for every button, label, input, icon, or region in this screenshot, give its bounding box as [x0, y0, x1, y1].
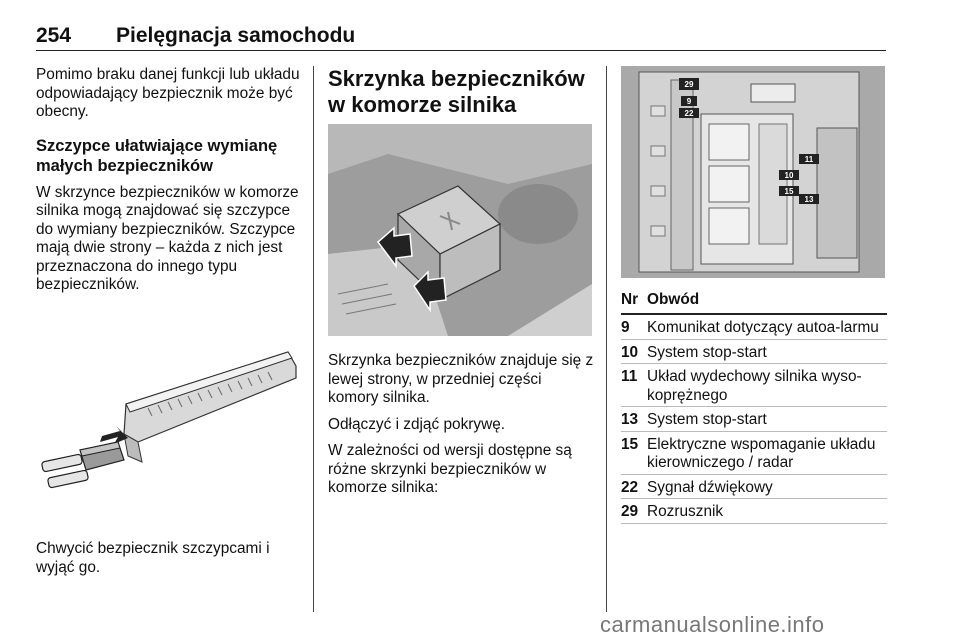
circuit-description: Układ wydechowy silnika wyso-koprężnego	[647, 364, 887, 407]
circuit-description: Sygnał dźwiękowy	[647, 474, 887, 499]
fuse-number: 10	[621, 339, 647, 364]
table-row	[621, 474, 887, 499]
location-text: Skrzynka bezpieczników znajduje się z lewej strony, w przedniej części komory silnika.	[328, 352, 594, 406]
fuse-label-9: 9	[686, 97, 692, 106]
page-header	[36, 24, 886, 51]
column-divider	[313, 66, 314, 612]
fuse-number: 15	[621, 431, 647, 474]
watermark: carmanualsonline.info	[600, 612, 825, 637]
fuse-number: 29	[621, 499, 647, 524]
column-middle-text	[328, 352, 594, 498]
fuse-number: 9	[621, 314, 647, 339]
table-row	[621, 499, 887, 524]
column-middle	[328, 66, 594, 118]
figure-caption: Chwycić bezpiecznik szczypcami i wyjąć go.	[36, 540, 270, 576]
fuse-table	[621, 291, 887, 524]
page-number: 254	[36, 24, 72, 47]
section-title: Skrzynka bezpieczników w komorze silnika	[328, 66, 585, 117]
column-divider	[606, 66, 607, 612]
table-header-row	[621, 291, 887, 314]
section-heading: Szczypce ułatwiające wymianę małych bezpieczników	[36, 136, 278, 175]
circuit-description: System stop-start	[647, 407, 887, 432]
body-text: W skrzynce bezpieczników w komorze silnika mogą znajdować się szczypce do wymiany bezpieczników. Szczypce mają dwie strony – każda z nich jest przeznaczona do innego typu bezpieczników.	[36, 183, 299, 293]
fuse-number: 11	[621, 364, 647, 407]
cover-text: Odłączyć i zdjąć pokrywę.	[328, 415, 506, 433]
fuse-label-10: 10	[784, 171, 794, 180]
column-header-circuit: Obwód	[647, 291, 887, 314]
circuit-description: System stop-start	[647, 339, 887, 364]
intro-text: Pomimo braku danej funkcji lub układu odpowiadający bezpiecznik może być obecny.	[36, 66, 300, 120]
fuse-label-13: 13	[804, 195, 814, 204]
table-row	[621, 407, 887, 432]
table-row	[621, 314, 887, 339]
circuit-description: Rozrusznik	[647, 499, 887, 524]
column-header-nr: Nr	[621, 291, 647, 314]
chapter-title: Pielęgnacja samochodu	[116, 24, 356, 47]
fuse-number: 22	[621, 474, 647, 499]
column-left	[36, 66, 302, 295]
circuit-description: Komunikat dotyczący autoa-larmu	[647, 314, 887, 339]
fuse-box-diagram	[621, 66, 885, 278]
fuse-label-11: 11	[804, 155, 814, 164]
fuse-label-22: 22	[684, 109, 694, 118]
fuse-label-15: 15	[784, 187, 794, 196]
table-row	[621, 364, 887, 407]
fuse-label-29: 29	[684, 80, 694, 89]
circuit-description: Elektryczne wspomaganie układu kierowniczego / radar	[647, 431, 887, 474]
fuse-puller-illustration	[30, 338, 302, 518]
versions-text: W zależności od wersji dostępne są różne skrzynki bezpieczników w komorze silnika:	[328, 442, 572, 496]
table-row	[621, 339, 887, 364]
table-row	[621, 431, 887, 474]
fuse-number: 13	[621, 407, 647, 432]
engine-compartment-illustration	[328, 124, 592, 336]
